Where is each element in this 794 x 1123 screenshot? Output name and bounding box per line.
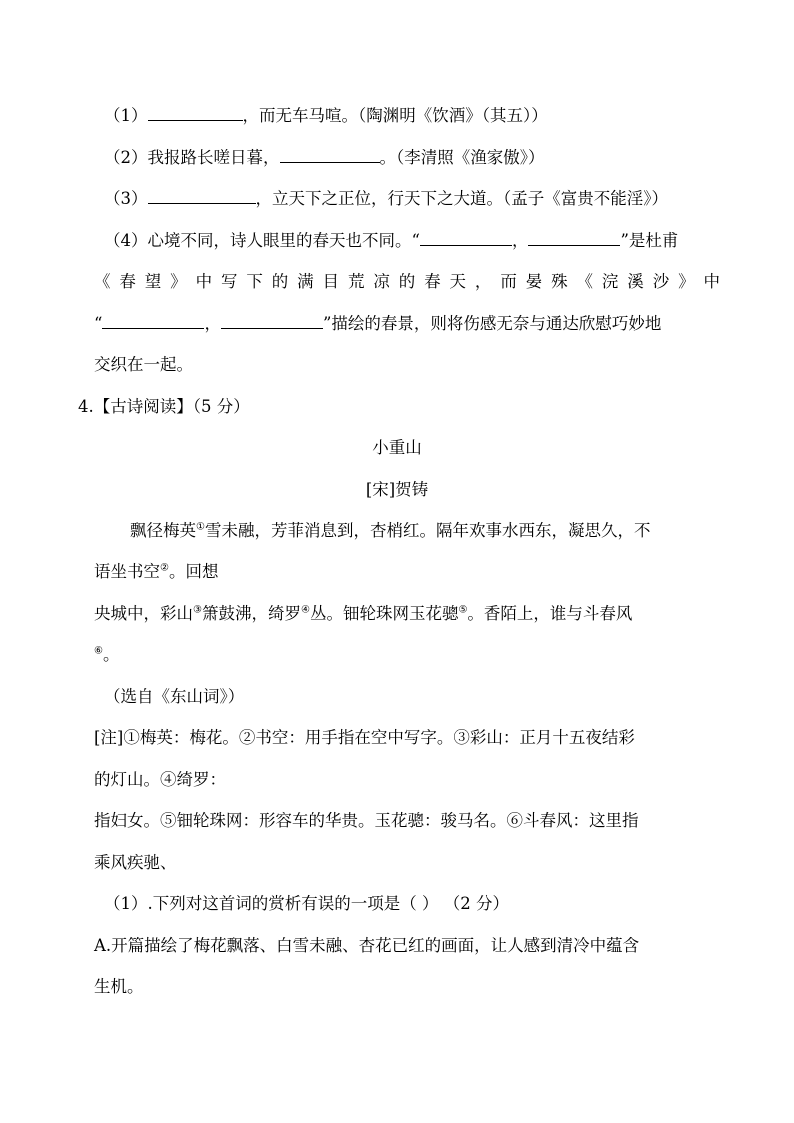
poem-text: 语坐书空 xyxy=(94,562,160,581)
note-marker-5: ⑤ xyxy=(458,604,468,616)
poem-text: 箫鼓沸，绮罗 xyxy=(201,604,301,623)
poem-line-3 xyxy=(94,602,720,626)
q3-item2 xyxy=(104,146,730,170)
note-line-3: 指妇女。⑤钿轮珠网：形容车的华贵。玉花骢：骏马名。⑥斗春风：这里指 xyxy=(94,811,639,830)
q3-item4-blank3[interactable] xyxy=(102,312,204,329)
poem-line-1 xyxy=(130,519,720,543)
poem-source: （选自《东山词》） xyxy=(104,687,245,706)
option-a-line-2[interactable]: 生机。 xyxy=(94,977,144,996)
note-line-4: 乘风疾驰、 xyxy=(94,853,177,872)
q3-item4-text-after: ”是杜甫 xyxy=(620,231,679,250)
poem-text: 丛。钿轮珠网玉花骢 xyxy=(309,604,459,623)
poem-text: 雪未融，芳菲消息到，杏梢红。隔年欢事水西东，凝思久，不 xyxy=(204,521,651,540)
q3-item1-blank[interactable] xyxy=(148,104,243,121)
q3-item4-line3-text: ”描绘的春景，则将伤感无奈与通达欣慰巧妙地 xyxy=(322,314,662,333)
q4-header: 4.【古诗阅读】（5 分） xyxy=(78,397,250,416)
q3-item4-blank2[interactable] xyxy=(528,229,620,246)
sub-question-1: （1）.下列对这首词的赏析有误的一项是（ ） （2 分） xyxy=(104,894,509,913)
q3-item2-text-after: 。（李清照《渔家傲》） xyxy=(379,148,545,167)
q3-item1-text: ，而无车马喧。（陶渊明《饮酒》（其五）） xyxy=(242,106,548,125)
poem-text: 央城中，彩山 xyxy=(94,604,193,623)
q3-item4-comma: ， xyxy=(511,231,529,250)
q3-item4-comma2: ， xyxy=(204,314,221,333)
q3-item2-blank[interactable] xyxy=(280,146,380,163)
q3-item2-text-before: （2）我报路长嗟日暮， xyxy=(104,148,280,167)
q3-item3-number: （3） xyxy=(104,189,148,208)
option-a-line-1[interactable]: A.开篇描绘了梅花飘落、白雪未融、杏花已红的画面，让人感到清冷中蕴含 xyxy=(94,936,640,955)
note-line-2: 的灯山。④绮罗： xyxy=(94,770,226,789)
q3-item4-line2: 《春望》中写下的满目荒凉的春天，而晏殊《浣溪沙》中 xyxy=(94,272,720,291)
q3-item3-blank[interactable] xyxy=(148,187,256,204)
q3-item4-line3 xyxy=(94,312,720,336)
poem-text: 。香陌上，谁与斗春风 xyxy=(467,604,633,623)
q3-item4-open-quote: “ xyxy=(94,314,103,333)
poem-text: 。 xyxy=(102,645,120,664)
q3-item4-line4: 交织在一起。 xyxy=(94,355,193,374)
note-line-1: [注]①梅英：梅花。②书空：用手指在空中写字。③彩山：正月十五夜结彩 xyxy=(94,728,635,747)
q3-item3-text: ，立天下之正位，行天下之大道。（孟子《富贵不能淫》） xyxy=(255,189,668,208)
q3-item4-blank1[interactable] xyxy=(420,229,512,246)
q3-item1-number: （1） xyxy=(104,106,148,125)
poem-text: 飘径梅英 xyxy=(130,521,196,540)
poem-title: 小重山 xyxy=(372,438,422,457)
note-marker-1: ① xyxy=(196,521,205,533)
q3-item1 xyxy=(104,104,730,128)
note-marker-2: ② xyxy=(160,562,169,574)
poem-line-4 xyxy=(94,643,720,667)
q3-item4-blank4[interactable] xyxy=(221,312,323,329)
note-marker-4: ④ xyxy=(300,604,310,616)
poem-line-2 xyxy=(94,560,720,584)
q3-item4-text-before: （4）心境不同，诗人眼里的春天也不同。“ xyxy=(104,231,420,250)
note-marker-3: ③ xyxy=(193,604,202,616)
poem-author: [宋]贺铸 xyxy=(365,480,429,499)
poem-text: 。回想 xyxy=(168,562,219,581)
note-marker-6: ⑥ xyxy=(94,645,103,657)
q3-item3 xyxy=(104,187,730,211)
q3-item4-line1 xyxy=(104,229,718,253)
